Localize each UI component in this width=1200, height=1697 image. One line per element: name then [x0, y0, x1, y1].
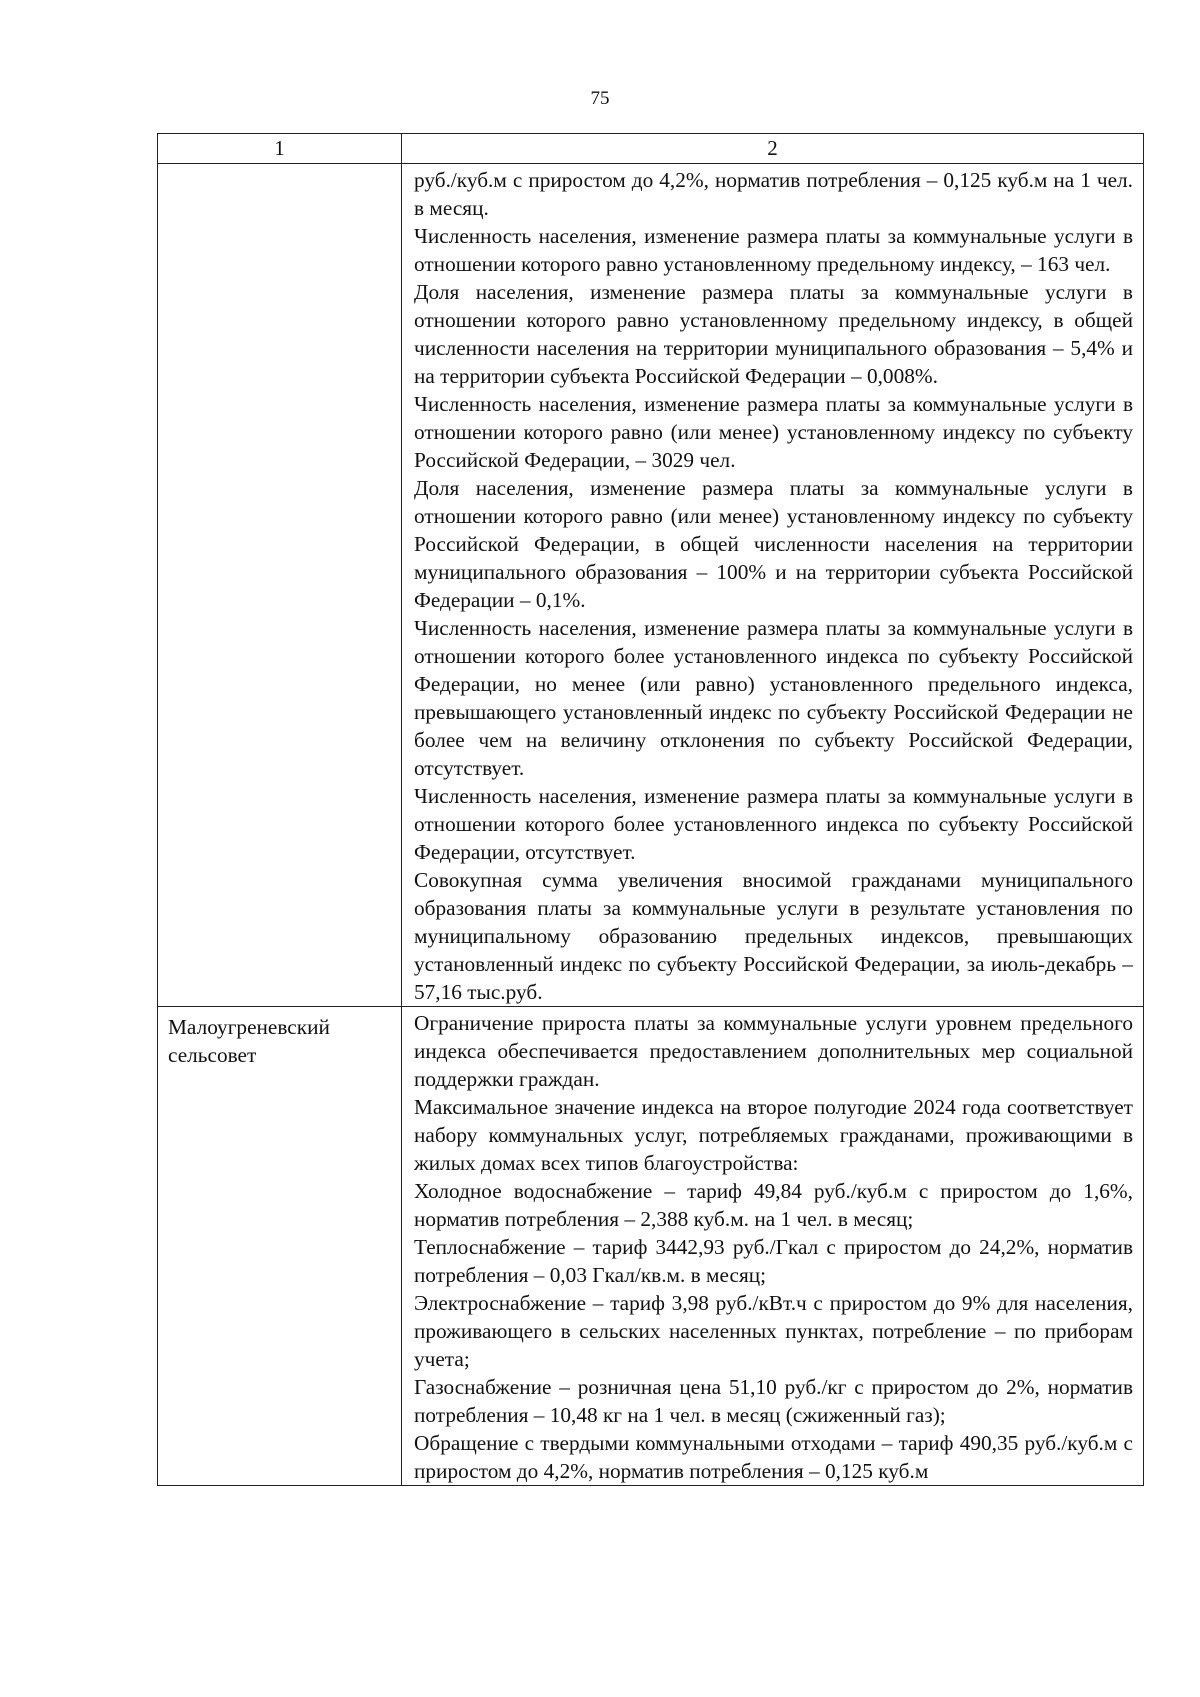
paragraph: Максимальное значение индекса на второе полугодие 2024 года соответствует набору коммунальных услуг, потребляемых гражданами, проживающими в жилых домах всех типов благоустройства: [414, 1095, 1133, 1175]
paragraph: Электроснабжение – тариф 3,98 руб./кВт.ч с приростом до 9% для населения, проживающего в сельских населенных пунктах, потребление – по приборам учета; [414, 1291, 1133, 1371]
description-cell [402, 1007, 1144, 1486]
paragraph: руб./куб.м с приростом до 4,2%, норматив потребления – 0,125 куб.м на 1 чел. в месяц. [414, 168, 1133, 220]
paragraph: Ограничение прироста платы за коммунальные услуги уровнем предельного индекса обеспечивается предоставлением дополнительных мер социальной поддержки граждан. [414, 1011, 1133, 1091]
municipality-cell: Малоугреневский сельсовет [158, 1007, 402, 1486]
column-header-1: 1 [158, 134, 402, 164]
paragraph: Холодное водоснабжение – тариф 49,84 руб./куб.м с приростом до 1,6%, норматив потребления – 2,388 куб.м. на 1 чел. в месяц; [414, 1179, 1133, 1231]
paragraph: Теплоснабжение – тариф 3442,93 руб./Гкал с приростом до 24,2%, норматив потребления – 0,03 Гкал/кв.м. в месяц; [414, 1235, 1133, 1287]
column-header-2: 2 [402, 134, 1144, 164]
paragraph: Газоснабжение – розничная цена 51,10 руб./кг с приростом до 2%, норматив потребления – 10,48 кг на 1 чел. в месяц (сжиженный газ); [414, 1375, 1133, 1427]
table-row [158, 164, 1144, 1007]
paragraph: Численность населения, изменение размера платы за коммунальные услуги в отношении которого более установленного индекса по субъекту Российской Федерации, отсутствует. [414, 784, 1133, 864]
document-table [157, 133, 1144, 1486]
paragraph: Совокупная сумма увеличения вносимой гражданами муниципального образования платы за коммунальные услуги в результате установления по муниципальному образованию предельных индексов, превышающих установленный индекс по субъекту Российской Федерации, за июль-декабрь – 57,16 тыс.руб. [414, 868, 1133, 1004]
municipality-cell [158, 164, 402, 1007]
paragraph: Обращение с твердыми коммунальными отходами – тариф 490,35 руб./куб.м с приростом до 4,2%, норматив потребления – 0,125 куб.м [414, 1431, 1133, 1483]
table-row [158, 1007, 1144, 1486]
table-header-row [158, 134, 1144, 164]
paragraph: Доля населения, изменение размера платы за коммунальные услуги в отношении которого равно установленному предельному индексу, в общей численности населения на территории муниципального образования – 5,4% и на территории субъекта Российской Федерации – 0,008%. [414, 280, 1133, 388]
paragraph: Численность населения, изменение размера платы за коммунальные услуги в отношении которого более установленного индекса по субъекту Российской Федерации, но менее (или равно) установленного предельного индекса, превышающего установленный индекс по субъекту Российской Федерации не более чем на величину отклонения по субъекту Российской Федерации, отсутствует. [414, 616, 1133, 780]
page-number: 75 [590, 88, 610, 109]
paragraph: Численность населения, изменение размера платы за коммунальные услуги в отношении которого равно установленному предельному индексу, – 163 чел. [414, 224, 1133, 276]
paragraph: Численность населения, изменение размера платы за коммунальные услуги в отношении которого равно (или менее) установленному индексу по субъекту Российской Федерации, – 3029 чел. [414, 392, 1133, 472]
paragraph: Доля населения, изменение размера платы за коммунальные услуги в отношении которого равно (или менее) установленному индексу по субъекту Российской Федерации, в общей численности населения на территории муниципального образования – 100% и на территории субъекта Российской Федерации – 0,1%. [414, 476, 1133, 612]
description-cell [402, 164, 1144, 1007]
